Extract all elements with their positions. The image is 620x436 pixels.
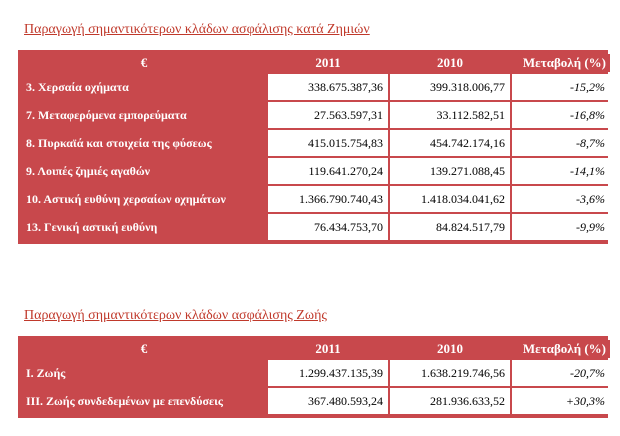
header-year-2010: 2010 xyxy=(390,54,510,72)
value-2010: 454.742.174,16 xyxy=(390,130,510,156)
value-change: -3,6% xyxy=(512,186,610,212)
table-row xyxy=(22,102,610,128)
value-2010: 1.418.034.041,62 xyxy=(390,186,510,212)
value-2010: 1.638.219.746,56 xyxy=(390,360,510,386)
value-2011: 119.641.270,24 xyxy=(268,158,388,184)
header-year-2011: 2011 xyxy=(268,340,388,358)
value-2011: 367.480.593,24 xyxy=(268,388,388,414)
value-2010: 33.112.582,51 xyxy=(390,102,510,128)
header-change: Μεταβολή (%) xyxy=(512,54,610,72)
row-label: 7. Μεταφερόμενα εμπορεύματα xyxy=(22,102,266,128)
value-change: -20,7% xyxy=(512,360,610,386)
value-change: -8,7% xyxy=(512,130,610,156)
table-row xyxy=(22,186,610,212)
header-year-2010: 2010 xyxy=(390,340,510,358)
value-2011: 415.015.754,83 xyxy=(268,130,388,156)
value-2010: 139.271.088,45 xyxy=(390,158,510,184)
table-header-row xyxy=(22,54,610,72)
header-currency: € xyxy=(22,54,266,72)
row-label: III. Ζωής συνδεδεμένων με επενδύσεις xyxy=(22,388,266,414)
table-row xyxy=(22,360,610,386)
header-change: Μεταβολή (%) xyxy=(512,340,610,358)
value-2010: 281.936.633,52 xyxy=(390,388,510,414)
section-title-life: Παραγωγή σημαντικότερων κλάδων ασφάλισης Ζωής xyxy=(24,308,327,323)
value-change: -15,2% xyxy=(512,74,610,100)
value-change: -9,9% xyxy=(512,214,610,240)
row-label: 10. Αστική ευθύνη χερσαίων οχημάτων xyxy=(22,186,266,212)
value-2011: 1.299.437.135,39 xyxy=(268,360,388,386)
value-2011: 338.675.387,36 xyxy=(268,74,388,100)
table-row xyxy=(22,158,610,184)
table-row xyxy=(22,130,610,156)
row-label: 13. Γενική αστική ευθύνη xyxy=(22,214,266,240)
row-label: 3. Χερσαία οχήματα xyxy=(22,74,266,100)
value-change: -14,1% xyxy=(512,158,610,184)
value-2011: 27.563.597,31 xyxy=(268,102,388,128)
table-non-life xyxy=(18,50,608,244)
row-label: I. Ζωής xyxy=(22,360,266,386)
value-2011: 76.434.753,70 xyxy=(268,214,388,240)
row-label: 8. Πυρκαϊά και στοιχεία της φύσεως xyxy=(22,130,266,156)
table-header-row xyxy=(22,340,610,358)
table-row xyxy=(22,388,610,414)
row-label: 9. Λοιπές ζημιές αγαθών xyxy=(22,158,266,184)
value-2010: 84.824.517,79 xyxy=(390,214,510,240)
header-year-2011: 2011 xyxy=(268,54,388,72)
section-title-non-life: Παραγωγή σημαντικότερων κλάδων ασφάλισης κατά Ζημιών xyxy=(24,22,370,37)
table-row xyxy=(22,74,610,100)
value-change: -16,8% xyxy=(512,102,610,128)
value-2011: 1.366.790.740,43 xyxy=(268,186,388,212)
table-row xyxy=(22,214,610,240)
header-currency: € xyxy=(22,340,266,358)
table-life xyxy=(18,336,608,418)
value-change: +30,3% xyxy=(512,388,610,414)
value-2010: 399.318.006,77 xyxy=(390,74,510,100)
